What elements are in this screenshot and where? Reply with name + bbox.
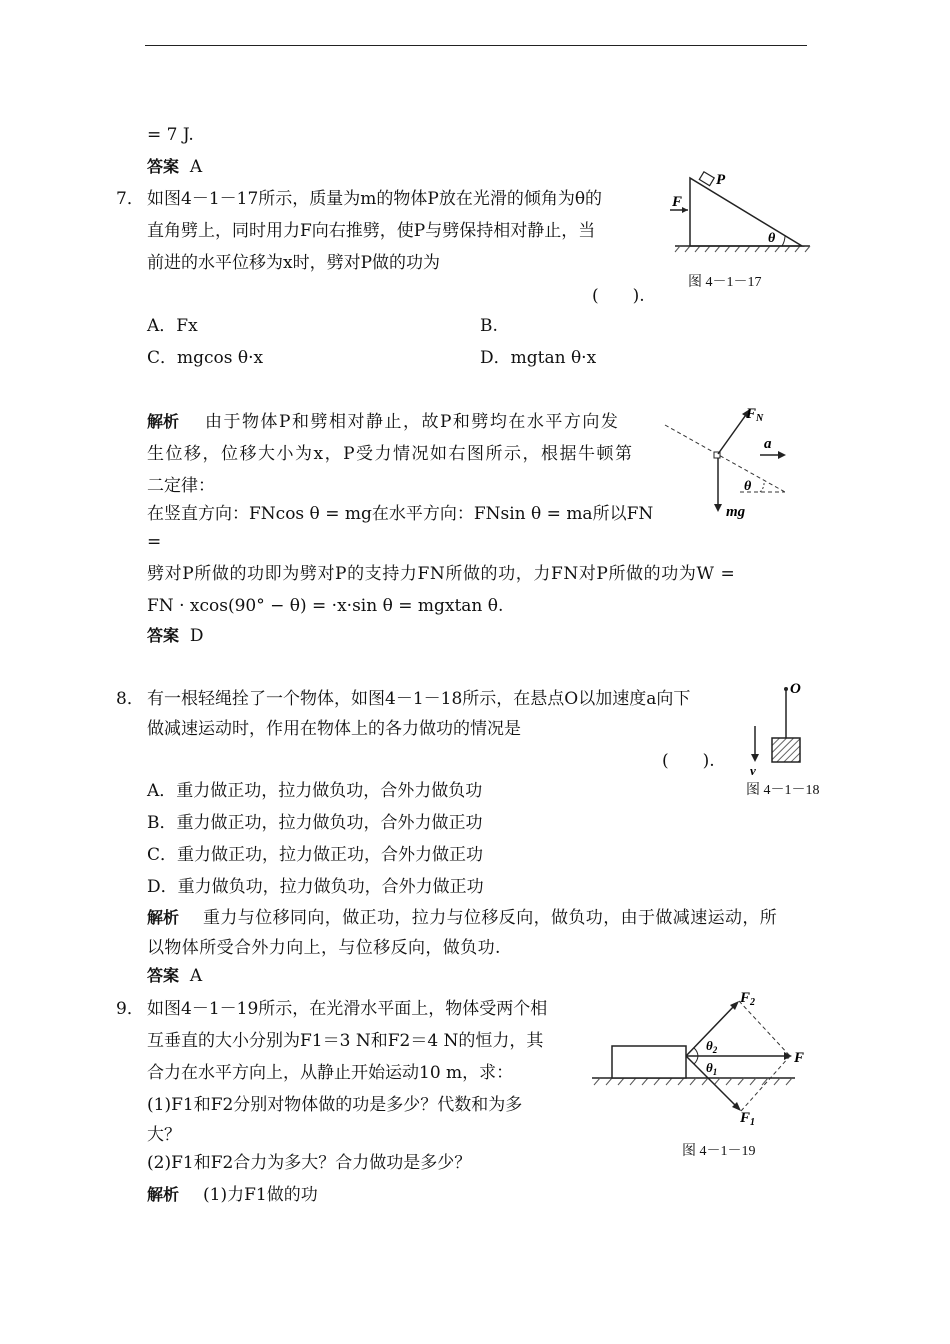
fig-label-f: F [672, 194, 683, 210]
q8-option-a: A．重力做正功，拉力做负功，合外力做负功 [147, 781, 483, 801]
q7-wedge-figure [670, 168, 815, 258]
prev-tail: = 7 J. [147, 125, 194, 145]
q7-line: 如图4－1－17所示，质量为m的物体P放在光滑的倾角为θ的 [147, 189, 603, 209]
q8-number: 8． [116, 689, 144, 709]
fig-label-f2: $F_2$ [740, 990, 756, 1008]
q7-option-d: D．mgtan θ·x [480, 348, 597, 368]
q7-analysis-line: 二定律： [147, 476, 215, 496]
q8-line: 有一根轻绳拴了一个物体，如图4－1－18所示，在悬点O以加速度a向下 [147, 689, 691, 709]
q8-answer: 答案 A [147, 966, 203, 986]
q8-line: 做减速运动时，作用在物体上的各力做功的情况是 [147, 719, 521, 739]
q7-force-figure [660, 400, 795, 525]
q9-line: 合力在水平方向上，从静止开始运动10 m，求： [147, 1063, 514, 1083]
fig-label-f: F [794, 1050, 805, 1066]
q7-analysis-line: FN · xcos(90° − θ) = ·x·sin θ = mgxtan θ. [147, 596, 504, 616]
answer-label: 答案 [147, 157, 180, 176]
q9-line: 大？ [147, 1125, 181, 1145]
fig-label-theta: θ [768, 231, 776, 246]
q9-line: (2)F1和F2合力为多大？合力做功是多少？ [147, 1153, 472, 1173]
q9-forces-figure [590, 988, 815, 1133]
q9-line: (1)F1和F2分别对物体做的功是多少？代数和为多 [147, 1095, 523, 1115]
fig-label-v: v [750, 763, 756, 778]
q8-analysis-line: 重力与位移同向，做正功，拉力与位移反向，做负功，由于做减速运动，所 [203, 908, 778, 928]
q7-line: 前进的水平位移为x时，劈对P做的功为 [147, 253, 441, 273]
q9-analysis-text: (1)力F1做的功 [203, 1185, 318, 1205]
q7-analysis-line: 劈对P所做的功即为劈对P的支持力FN所做的功，力FN对P所做的功为W = [147, 564, 736, 584]
fig-label-mg: mg [726, 504, 746, 520]
q7-analysis-line: 生位移，位移大小为x，P受力情况如右图所示，根据牛顿第 [147, 444, 634, 464]
q8-option-b: B．重力做正功，拉力做负功，合外力做正功 [147, 813, 483, 833]
fig-label-a: a [764, 436, 772, 452]
fig-label-o: O [790, 681, 801, 697]
q9-figure-caption: 图 4－1－19 [682, 1144, 756, 1159]
fig-label-theta: θ [744, 479, 752, 494]
q8-rope-figure [740, 678, 815, 778]
q9-analysis-label: 解析 [147, 1185, 180, 1204]
q7-analysis-line: = [147, 532, 162, 552]
header-rule [145, 45, 807, 46]
q8-blank: ( ). [662, 751, 715, 771]
prev-answer: 答案 A [147, 157, 203, 177]
q8-option-d: D．重力做负功，拉力做负功，合外力做正功 [147, 877, 484, 897]
q7-option-c: C．mgcos θ·x [147, 348, 264, 368]
fig-label-p: P [716, 172, 726, 188]
q7-figure-caption: 图 4－1－17 [688, 275, 762, 290]
q9-line: 如图4－1－19所示，在光滑水平面上，物体受两个相 [147, 999, 548, 1019]
q8-analysis-line: 以物体所受合外力向上，与位移反向，做负功. [147, 938, 501, 958]
q8-option-c: C．重力做正功，拉力做正功，合外力做正功 [147, 845, 484, 865]
fig-label-f1: $F_1$ [740, 1110, 756, 1128]
fig-label-fn: $F_N$ [746, 406, 764, 424]
q7-analysis-line: 在竖直方向：FNcos θ = mg在水平方向：FNsin θ = ma所以FN [147, 504, 654, 524]
q9-number: 9． [116, 999, 144, 1019]
q7-answer: 答案 D [147, 626, 204, 646]
q7-analysis-label: 解析 [147, 412, 180, 431]
fig-label-theta2: $\theta_2$ [706, 1038, 718, 1055]
q7-option-a: A．Fx [147, 316, 198, 336]
q8-figure-caption: 图 4－1－18 [746, 783, 820, 798]
q7-analysis-line: 由于物体P和劈相对静止，故P和劈均在水平方向发 [205, 412, 620, 432]
q7-blank: ( ). [592, 286, 645, 306]
q8-analysis-label: 解析 [147, 908, 180, 927]
q9-line: 互垂直的大小分别为F1＝3 N和F2＝4 N的恒力，其 [147, 1031, 544, 1051]
q7-option-b: B. [480, 316, 498, 336]
fig-label-theta1: $\theta_1$ [706, 1060, 718, 1077]
q7-line: 直角劈上，同时用力F向右推劈，使P与劈保持相对静止，当 [147, 221, 596, 241]
q7-number: 7． [116, 189, 144, 209]
